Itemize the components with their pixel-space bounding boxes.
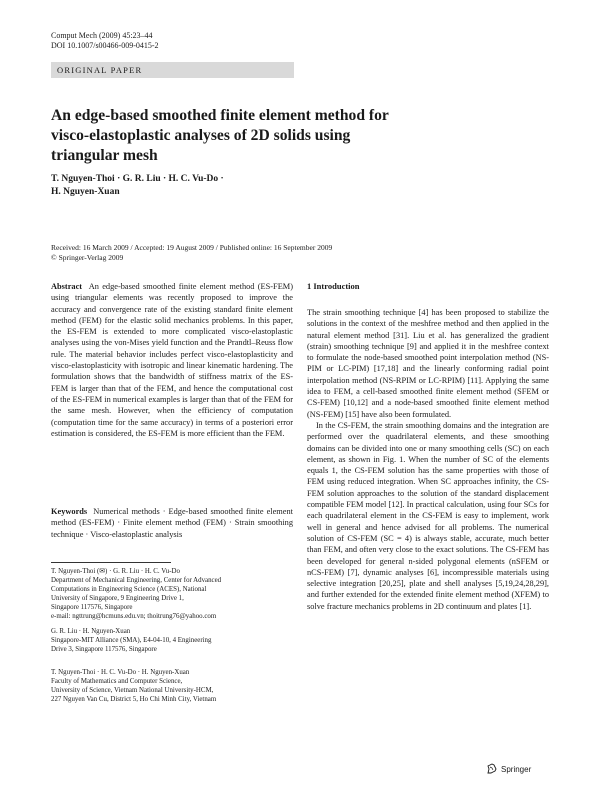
received-accepted-line: Received: 16 March 2009 / Accepted: 19 August 2009 / Published online: 16 September 2009 [51,243,333,252]
footnote-divider [51,562,171,563]
affiliation-line: Faculty of Mathematics and Computer Science, [51,678,183,685]
affiliation-line: Singapore-MIT Alliance (SMA), E4-04-10, 4 Engineering [51,637,212,644]
affiliation-line: Singapore 117576, Singapore [51,604,133,611]
section-label-bar [51,62,294,78]
affiliation-block [51,627,295,654]
affiliation-line: University of Science, Vietnam National University-HCM, [51,687,214,694]
section-heading: 1 Introduction [307,281,360,291]
journal-citation: Comput Mech (2009) 45:23–44 [51,31,153,40]
abstract [51,281,293,439]
affiliation-line: University of Singapore, 9 Engineering Drive 1, [51,595,184,602]
author-list [51,173,311,199]
section-label: ORIGINAL PAPER [57,65,143,75]
paragraph: The strain smoothing technique [4] has been proposed to stabilize the solutions in the context of the meshfree method and then applied in the natural element method [31]. Liu et al. has generalized the gradient (strain) smoothing technique [9] and applied it in the meshfree context to formulate the node-based smoothed point interpolation method (NS-PIM or LC-PIM) [17,18] and the linearly conforming radial point interpolation method (NS-RPIM or LC-RPIM) [11]. Applying the same idea to FEM, a cell-based smoothed finite element method (SFEM or CS-FEM) [10,12] and a node-based smoothed finite element method (NS-FEM) [15] have also been formulated. [307,308,549,419]
affiliation-block [51,567,295,621]
publisher-footer [486,763,531,775]
abstract-text: An edge-based smoothed finite element method (ES-FEM) using triangular elements was recently proposed to improve the accuracy and convergence rate of the existing standard finite element method (FEM) for the elastic solid mechanics problems. In this paper, the ES-FEM is extended to more complicated visco-elastoplastic analyses using the von-Mises yield function and the Prandtl–Reuss flow rule. The material behavior includes perfect visco-elastoplasticity and visco-elastoplasticity with isotropic and linear kinematic hardening. The formulation shows that the bandwidth of stiffness matrix of the ES-FEM is larger than that of the FEM, and hence the computational cost of the ES-FEM in numerical examples is larger than that of the FEM for the same mesh. However, when the efficiency of computation (computation time for the same accuracy) in terms of a posteriori error estimation is considered, the ES-FEM is more efficient than the FEM. [51,282,293,438]
paper-title: An edge-based smoothed finite element method for visco-elastoplastic analyses of 2D solids using triangular mesh [51,107,389,164]
affiliation-line: Computations in Engineering Science (ACES), National [51,586,207,593]
affiliation-line: Drive 3, Singapore 117576, Singapore [51,646,157,653]
affiliation-names: T. Nguyen-Thoi · H. C. Vu-Do · H. Nguyen-Xuan [51,669,190,676]
email-line[interactable]: e-mail: ngttrung@hcmuns.edu.vn; thoitrung76@yahoo.com [51,613,217,620]
author-line: H. Nguyen-Xuan [51,187,120,197]
affiliation-names: G. R. Liu · H. Nguyen-Xuan [51,628,131,635]
author-line: T. Nguyen-Thoi · G. R. Liu · H. C. Vu-Do · [51,174,224,184]
affiliation-names: T. Nguyen-Thoi (✉) · G. R. Liu · H. C. Vu-Do [51,568,180,575]
publisher-name: Springer [501,764,532,774]
doi: DOI 10.1007/s00466-009-0415-2 [51,41,159,50]
publication-dates [51,243,391,263]
keywords-label: Keywords [51,507,88,516]
keywords-text: Numerical methods · Edge-based smoothed finite element method (ES-FEM) · Finite element method (FEM) · Strain smoothing technique · Visco-elastoplastic analysis [51,507,293,539]
affiliation-block [51,668,295,704]
affiliation-line: 227 Nguyen Van Cu, District 5, Ho Chi Minh City, Vietnam [51,696,217,703]
introduction-body [307,307,549,612]
affiliation-line: Department of Mechanical Engineering, Center for Advanced [51,577,222,584]
keywords [51,506,293,540]
springer-horse-logo-icon [486,763,498,775]
copyright-line: © Springer-Verlag 2009 [51,253,124,262]
paragraph: In the CS-FEM, the strain smoothing domains and the integration are performed over the quadrilateral elements, and these smoothing domains can be divided into one or many smoothing cells (SC) on each element, as shown in Fig. 1. When the number of SC of the elements equals 1, the CS-FEM solution has the same properties with those of FEM using reduced integration. When SC approaches infinity, the CS-FEM solution approaches to the solution of the standard displacement compatible FEM model [12]. In practical calculation, using four SCs for each quadrilateral element in the CS-FEM is easy to implement, work well in general and hence advised for all problems. The numerical solution of CS-FEM (SC = 4) is always stable, accurate, much better than FEM, and often very close to the exact solutions. The CS-FEM has been developed for general n-sided polygonal elements (nSFEM or nCS-FEM) [7], dynamic analyses [6], incompressible materials using selective integration [20,25], plate and shell analyses [5,19,24,28,29], and further extended for the extended finite element method (XFEM) to solve fracture mechanics problems in 2D continuum and plates [1]. [307,420,549,611]
journal-header [51,31,159,51]
abstract-label: Abstract [51,282,83,291]
